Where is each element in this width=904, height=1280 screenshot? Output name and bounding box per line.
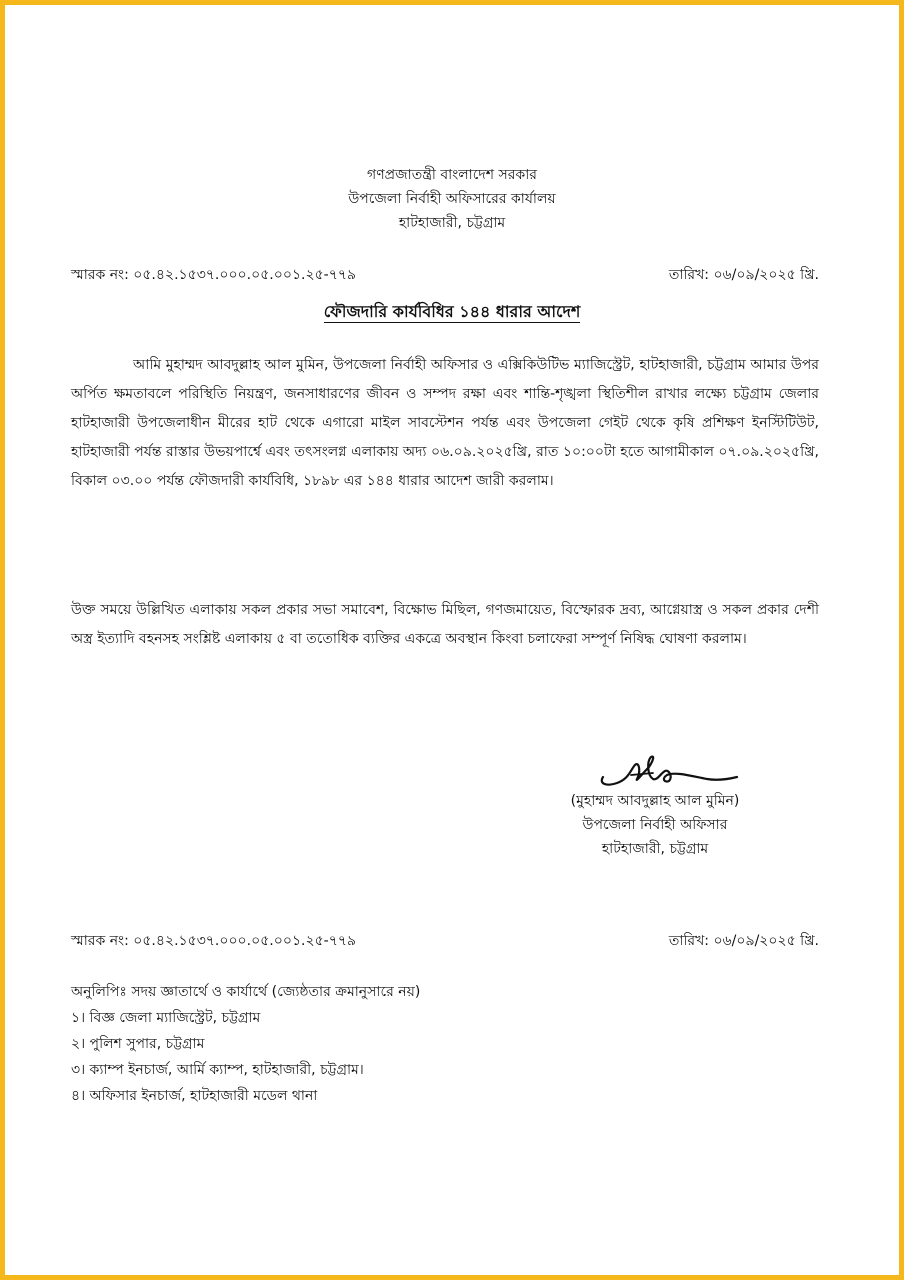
memo-date: তারিখ: ০৬/০৯/২০২৫ খ্রি.: [668, 933, 819, 949]
signatory-location: হাটহাজারী, চট্টগ্রাম: [601, 841, 709, 857]
signature-block: [525, 789, 785, 861]
header-office: উপজেলা নির্বাহী অফিসারের কার্যালয়: [348, 191, 556, 207]
order-title: [5, 299, 899, 326]
copy-item: ১। বিজ্ঞ জেলা ম্যাজিস্ট্রেট, চট্টগ্রাম: [71, 1010, 261, 1026]
memo-date: তারিখ: ০৬/০৯/২০২৫ খ্রি.: [668, 267, 819, 283]
office-header: [5, 163, 899, 235]
copy-item: ৩। ক্যাম্প ইনচার্জ, আর্মি ক্যাম্প, হাটহাজারী, চট্টগ্রাম।: [71, 1062, 364, 1078]
order-title-text: ফৌজদারি কার্যবিধির ১৪৪ ধারার আদেশ: [323, 302, 581, 321]
copy-item: ৪। অফিসার ইনচার্জ, হাটহাজারী মডেল থানা: [71, 1088, 318, 1104]
order-paragraph-1: আমি মুহাম্মদ আবদুল্লাহ আল মুমিন, উপজেলা নির্বাহী অফিসার ও এক্সিকিউটিভ ম্যাজিস্ট্রেট, হাটহাজারী, চট্টগ্রাম আমার উপর অর্পিত ক্ষমতাবলে পরিস্থিতি নিয়ন্ত্রণ, জনসাধারণের জীবন ও সম্পদ রক্ষা এবং শান্তি-শৃঙ্খলা স্থিতিশীল রাখার লক্ষ্যে চট্টগ্রাম জেলার হাটহাজারী উপজেলাধীন মীরের হাট থেকে এগারো মাইল সাবস্টেশন পর্যন্ত এবং উপজেলা গেইট থেকে কৃষি প্রশিক্ষণ ইনস্টিটিউট, হাটহাজারী পর্যন্ত রাস্তার উভয়পার্শ্বে এবং তৎসংলগ্ন এলাকায় অদ্য ০৬.০৯.২০২৫খ্রি, রাত ১০:০০টা হতে আগামীকাল ০৭.০৯.২০২৫খ্রি, বিকাল ০৩.০০ পর্যন্ত ফৌজদারী কার্যবিধি, ১৮৯৮ এর ১৪৪ ধারার আদেশ জারী করলাম।: [71, 357, 820, 489]
header-location: হাটহাজারী, চট্টগ্রাম: [398, 215, 506, 231]
signatory-name: (মুহাম্মদ আবদুল্লাহ আল মুমিন): [570, 793, 740, 809]
order-paragraph-2: উক্ত সময়ে উল্লিখিত এলাকায় সকল প্রকার সভা সমাবেশ, বিক্ষোভ মিছিল, গণজমায়েত, বিস্ফোরক দ্রব্য, আগ্নেয়াস্ত্র ও সকল প্রকার দেশী অস্ত্র ইত্যাদি বহনসহ সংশ্লিষ্ট এলাকায় ৫ বা ততোধিক ব্যক্তির একত্রে অবস্থান কিংবা চলাফেরা সম্পূর্ণ নিষিদ্ধ ঘোষণা করলাম।: [71, 602, 819, 647]
signatory-designation: উপজেলা নির্বাহী অফিসার: [582, 817, 728, 833]
memo-number: স্মারক নং: ০৫.৪২.১৫৩৭.০০০.০৫.০০১.২৫-৭৭৯: [71, 267, 357, 283]
copy-item: ২। পুলিশ সুপার, চট্টগ্রাম: [71, 1036, 205, 1052]
copy-heading: অনুলিপিঃ সদয় জ্ঞাতার্থে ও কার্যার্থে (জ্যেষ্ঠতার ক্রমানুসারে নয়): [71, 984, 421, 1000]
memo-number: স্মারক নং: ০৫.৪২.১৫৩৭.০০০.০৫.০০১.২৫-৭৭৯: [71, 933, 357, 949]
copy-distribution: [71, 979, 420, 1109]
handwritten-signature: [595, 749, 745, 793]
header-government: গণপ্রজাতন্ত্রী বাংলাদেশ সরকার: [367, 167, 537, 183]
